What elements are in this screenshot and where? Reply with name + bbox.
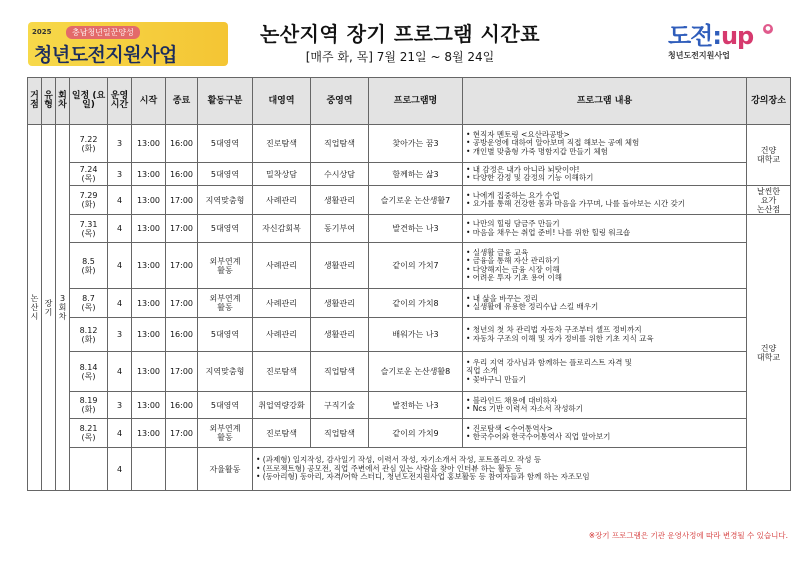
activity-cell: 5대영역 xyxy=(198,215,253,243)
content-line: • 꽃바구니 만들기 xyxy=(466,374,526,384)
middle-cell: 구직기술 xyxy=(311,392,369,419)
hours-cell: 4 xyxy=(108,448,132,491)
hours-cell: 3 xyxy=(108,392,132,419)
middle-cell: 직업탐색 xyxy=(311,352,369,392)
content-cell xyxy=(463,163,747,186)
start-cell: 13:00 xyxy=(132,215,166,243)
content-line: • 금융을 통해 자산 관리하기 xyxy=(466,256,560,265)
date-cell: 7.24 (목) xyxy=(70,163,108,186)
content-line: • 청년의 첫 차 관리법 자동차 구조부터 셀프 정비까지 xyxy=(466,325,642,334)
date-cell: 8.12 (화) xyxy=(70,318,108,352)
content-line: • 요가를 통해 건강한 몸과 마음을 가꾸며, 나를 돌아보는 시간 갖기 xyxy=(466,199,686,208)
activity-cell: 지역맞춤형 xyxy=(198,352,253,392)
content-line: • (과제형) 일지작성, 감사일기 작성, 이력서 작성, 자기소개서 작성, 포트폴리오 작성 등 xyxy=(256,455,542,465)
location-cell: 날씬한 요가 논산점 xyxy=(747,186,791,215)
content-line: • 현직자 멘토링 <요산라공방> xyxy=(466,129,570,139)
table-row xyxy=(28,352,791,392)
content-line: • 공방운영에 대하여 알아보며 직접 해보는 공예 체험 xyxy=(466,138,640,148)
content-line: • Ncs 기반 이력서 자소서 작성하기 xyxy=(466,404,583,413)
content-line: 직업 소개 xyxy=(466,366,498,376)
date-cell: 8.21 (목) xyxy=(70,419,108,448)
content-line: • 나만의 힐링 담금주 만들기 xyxy=(466,219,560,228)
col-type: 유형 xyxy=(42,78,56,125)
content-line: • 어려운 투자 기초 용어 이해 xyxy=(466,273,563,282)
start-cell: 13:00 xyxy=(132,419,166,448)
activity-cell: 5대영역 xyxy=(198,163,253,186)
content-line: • (동아리형) 동아리, 자격/어학 스터디, 청년도전지원사업 홍보활동 등 참여자들과 함께 하는 자조모임 xyxy=(256,472,590,482)
col-hours: 운영 시간 xyxy=(108,78,132,125)
major-cell: 진로탐색 xyxy=(253,419,311,448)
program-cell: 배워가는 나3 xyxy=(369,318,463,352)
major-cell: 밀착상담 xyxy=(253,163,311,186)
major-cell: 자신감회복 xyxy=(253,215,311,243)
col-base: 거점 xyxy=(28,78,42,125)
content-line: • 진로탐색 <수어통역사> xyxy=(466,423,553,433)
table-row xyxy=(28,318,791,352)
hours-cell: 3 xyxy=(108,125,132,163)
activity-cell: 외부연계 활동 xyxy=(198,419,253,448)
date-cell: 7.29 (화) xyxy=(70,186,108,215)
end-cell: 17:00 xyxy=(166,352,198,392)
content-line: • 다양해지는 금융 시장 이해 xyxy=(466,264,560,274)
middle-cell: 생활관리 xyxy=(311,243,369,289)
activity-cell: 5대영역 xyxy=(198,392,253,419)
hours-cell: 4 xyxy=(108,186,132,215)
content-cell xyxy=(253,448,747,491)
start-cell: 13:00 xyxy=(132,186,166,215)
content-line: • (프로젝트형) 공모전, 직업 주변에서 관심 있는 사람을 찾아 인터뷰 하는 활동 등 xyxy=(256,463,522,473)
middle-cell: 생활관리 xyxy=(311,289,369,318)
col-major: 대영역 xyxy=(253,78,311,125)
content-line: • 한국수어와 한국수어통역사 직업 알아보기 xyxy=(466,432,611,441)
activity-cell: 5대영역 xyxy=(198,318,253,352)
page-title: 논산지역 장기 프로그램 시간표 xyxy=(259,22,541,46)
table-row xyxy=(28,125,791,163)
table-row xyxy=(28,215,791,243)
start-cell: 13:00 xyxy=(132,352,166,392)
date-cell: 8.5 (화) xyxy=(70,243,108,289)
major-cell: 진로탐색 xyxy=(253,352,311,392)
middle-cell: 생활관리 xyxy=(311,318,369,352)
major-cell: 취업역량강화 xyxy=(253,392,311,419)
end-cell: 16:00 xyxy=(166,163,198,186)
content-line: • 실생활 금융 교육 xyxy=(466,247,529,257)
table-row xyxy=(28,243,791,289)
content-line: • 우리 지역 강사님과 함께하는 플로리스트 자격 및 xyxy=(466,357,633,367)
program-cell: 슬기로운 논산생활7 xyxy=(369,186,463,215)
program-cell: 발전하는 나3 xyxy=(369,392,463,419)
hours-cell: 4 xyxy=(108,243,132,289)
content-cell xyxy=(463,215,747,243)
major-cell: 사례관리 xyxy=(253,186,311,215)
end-cell: 16:00 xyxy=(166,392,198,419)
table-row xyxy=(28,163,791,186)
logo-badge: 충남청년일꾼양성 xyxy=(66,26,140,39)
program-cell: 같이의 가치7 xyxy=(369,243,463,289)
content-line: • 블라인드 채용에 대비하자 xyxy=(466,395,558,405)
activity-cell: 외부연계 활동 xyxy=(198,289,253,318)
end-cell: 17:00 xyxy=(166,243,198,289)
date-cell xyxy=(70,448,108,491)
content-cell xyxy=(463,392,747,419)
hours-cell: 4 xyxy=(108,352,132,392)
middle-cell: 수시상담 xyxy=(311,163,369,186)
activity-cell: 5대영역 xyxy=(198,125,253,163)
start-cell xyxy=(132,448,166,491)
activity-cell: 지역맞춤형 xyxy=(198,186,253,215)
date-cell: 8.19 (화) xyxy=(70,392,108,419)
content-cell xyxy=(463,419,747,448)
end-cell: 16:00 xyxy=(166,125,198,163)
col-activity: 활동구분 xyxy=(198,78,253,125)
date-cell: 8.7 (목) xyxy=(70,289,108,318)
col-round: 회차 xyxy=(56,78,70,125)
content-cell xyxy=(463,289,747,318)
start-cell: 13:00 xyxy=(132,163,166,186)
program-cell: 같이의 가치9 xyxy=(369,419,463,448)
hours-cell: 4 xyxy=(108,419,132,448)
table-row xyxy=(28,289,791,318)
program-cell: 발견하는 나3 xyxy=(369,215,463,243)
footnote: ※장기 프로그램은 기관 운영사정에 따라 변경될 수 있습니다. xyxy=(588,531,788,540)
start-cell: 13:00 xyxy=(132,392,166,419)
base-cell: 논산시 xyxy=(28,125,42,491)
major-cell: 사례관리 xyxy=(253,289,311,318)
end-cell: 17:00 xyxy=(166,186,198,215)
middle-cell: 직업탐색 xyxy=(311,125,369,163)
table-header-row xyxy=(28,78,791,125)
end-cell: 17:00 xyxy=(166,289,198,318)
end-cell: 17:00 xyxy=(166,419,198,448)
content-cell xyxy=(463,186,747,215)
start-cell: 13:00 xyxy=(132,125,166,163)
location-cell: 건양 대학교 xyxy=(747,125,791,186)
schedule-table xyxy=(27,77,791,491)
major-cell: 진로탐색 xyxy=(253,125,311,163)
logo-year: 2025 xyxy=(32,28,52,36)
content-cell xyxy=(463,243,747,289)
brand-logo-up: up xyxy=(720,22,754,50)
content-line: • 개인별 맞춤형 가죽 명함지갑 만들기 체험 xyxy=(466,146,608,156)
content-line: • 자동차 구조의 이해 및 자가 정비를 위한 기초 지식 교육 xyxy=(466,333,654,343)
start-cell: 13:00 xyxy=(132,243,166,289)
content-cell xyxy=(463,352,747,392)
table-row-self-activity xyxy=(28,448,791,491)
program-cell: 함께하는 삶3 xyxy=(369,163,463,186)
end-cell: 17:00 xyxy=(166,215,198,243)
start-cell: 13:00 xyxy=(132,318,166,352)
col-program: 프로그램명 xyxy=(369,78,463,125)
date-cell: 7.31 (목) xyxy=(70,215,108,243)
brand-logo xyxy=(668,22,778,68)
end-cell: 16:00 xyxy=(166,318,198,352)
brand-dot-icon: ● xyxy=(763,24,773,34)
content-line: • 내 감정은 내가 아니라 뇌탓이야! xyxy=(466,164,580,174)
middle-cell: 직업탐색 xyxy=(311,419,369,448)
content-line: • 마음을 채우는 취업 준비! 나를 위한 힐링 워크숍 xyxy=(466,227,631,237)
page-header xyxy=(0,0,800,80)
program-cell: 찾아가는 꿈3 xyxy=(369,125,463,163)
hours-cell: 3 xyxy=(108,163,132,186)
content-cell xyxy=(463,125,747,163)
col-date: 일정 (요일) xyxy=(70,78,108,125)
hours-cell: 3 xyxy=(108,318,132,352)
major-cell: 사례관리 xyxy=(253,318,311,352)
start-cell: 13:00 xyxy=(132,289,166,318)
hours-cell: 4 xyxy=(108,215,132,243)
col-middle: 중영역 xyxy=(311,78,369,125)
table-row xyxy=(28,186,791,215)
major-cell: 사례관리 xyxy=(253,243,311,289)
activity-cell: 자율활동 xyxy=(198,448,253,491)
content-line: • 다양한 감정 및 감정의 기능 이해하기 xyxy=(466,173,594,182)
content-line: • 실생활에 유용한 정리수납 스킬 배우기 xyxy=(466,302,599,311)
middle-cell: 생활관리 xyxy=(311,186,369,215)
date-cell: 7.22 (화) xyxy=(70,125,108,163)
program-cell: 슬기로운 논산생활8 xyxy=(369,352,463,392)
type-cell: 장기 xyxy=(42,125,56,491)
content-line: • 내 삶을 바꾸는 정리 xyxy=(466,293,538,303)
brand-logo-main: 도전: xyxy=(668,22,721,50)
table-row xyxy=(28,419,791,448)
table-row xyxy=(28,392,791,419)
brand-logo-sub: 청년도전지원사업 xyxy=(668,51,730,60)
end-cell xyxy=(166,448,198,491)
content-cell xyxy=(463,318,747,352)
middle-cell: 동기부여 xyxy=(311,215,369,243)
program-cell: 같이의 가치8 xyxy=(369,289,463,318)
date-cell: 8.14 (목) xyxy=(70,352,108,392)
activity-cell: 외부연계 활동 xyxy=(198,243,253,289)
round-cell: 3회차 xyxy=(56,125,70,491)
page-subtitle: [매주 화, 목] 7월 21일 ~ 8월 24일 xyxy=(305,50,495,64)
location-cell: 건양 대학교 xyxy=(747,215,791,491)
col-start: 시작 xyxy=(132,78,166,125)
col-content: 프로그램 내용 xyxy=(463,78,747,125)
content-line: • 나에게 집중하는 요가 수업 xyxy=(466,190,560,200)
logo-name: 청년도전지원사업 xyxy=(34,44,177,66)
hours-cell: 4 xyxy=(108,289,132,318)
col-location: 강의장소 xyxy=(747,78,791,125)
col-end: 종료 xyxy=(166,78,198,125)
